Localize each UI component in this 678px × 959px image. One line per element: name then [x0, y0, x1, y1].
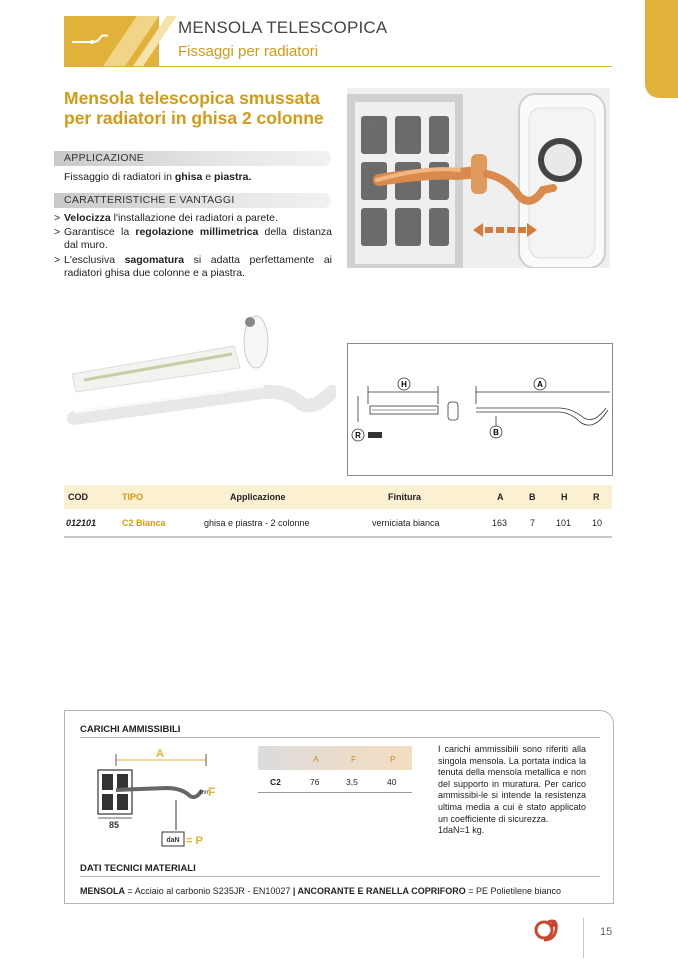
text-run: = Acciaio al carbonio S235JR - EN10027 [125, 886, 293, 896]
loads-cell-p: 40 [387, 777, 397, 787]
text-run: Garantisce la [64, 226, 136, 238]
loads-rule [80, 737, 600, 738]
bracket-icon [70, 30, 114, 50]
page-number: 15 [600, 926, 613, 938]
text-bold: ghisa [174, 171, 203, 183]
cell-a: 163 [492, 518, 508, 528]
footer-divider [583, 918, 584, 958]
loads-col-a: A [313, 754, 319, 764]
col-a: A [497, 492, 504, 502]
text-run: Fissaggio di radiatori in [64, 171, 175, 183]
cell-cod: 012101 [66, 518, 97, 528]
loads-note-unit: 1daN=1 kg. [438, 825, 485, 836]
diagram-label-mm: mm [200, 790, 210, 796]
text-run: = PE Polietilene bianco [465, 886, 562, 896]
dati-rule [80, 876, 600, 877]
loads-note-text: I carichi ammissibili sono riferiti alla singola mensola. La portata indica la tenuta della mensola metallica e non del supporto in muratura. Per carico ammissibi-le si intende la resistenza ultima media a cui è stato applicato un coefficiente di sicurezza. [438, 744, 586, 824]
feature-bullet [54, 212, 332, 225]
feature-bullet [54, 226, 332, 251]
bullet-marker: > [54, 212, 61, 224]
cell-finitura: verniciata bianca [372, 518, 440, 528]
header-title: MENSOLA TELESCOPICA [178, 18, 388, 37]
product-title-line: per radiatori in ghisa 2 colonne [64, 108, 324, 128]
loads-cell-model: C2 [270, 777, 281, 787]
product-photo [64, 306, 336, 464]
radiator-illustration [347, 88, 610, 268]
col-finitura: Finitura [388, 492, 421, 502]
col-b: B [529, 492, 536, 502]
bullet-marker: > [54, 254, 61, 266]
dati-tecnici-title: DATI TECNICI MATERIALI [80, 863, 196, 874]
loads-diagram [96, 746, 228, 854]
installation-photo [347, 88, 610, 268]
cell-tipo: C2 Bianca [122, 518, 166, 528]
separator: | [292, 886, 296, 896]
brand-logo-icon [532, 916, 562, 944]
text-bold: Velocizza [64, 212, 111, 224]
col-h: H [561, 492, 568, 502]
cell-r: 10 [592, 518, 603, 528]
loads-col-p: P [390, 754, 396, 764]
text-bold: regolazione millimetrica [135, 226, 259, 238]
dim-label-b: B [493, 428, 499, 437]
diagram-label-f: F [208, 785, 216, 799]
caratteristiche-label: CARATTERISTICHE E VANTAGGI [64, 194, 235, 206]
loads-title: CARICHI AMMISSIBILI [80, 724, 181, 735]
diagram-label-a: A [156, 748, 164, 760]
dim-label-r: R [355, 431, 361, 440]
cell-h: 101 [556, 518, 572, 528]
loads-col-f: F [351, 754, 357, 764]
col-applicazione: Applicazione [230, 492, 286, 502]
bullet-marker: > [54, 226, 61, 238]
loads-cell-f: 3,5 [346, 777, 358, 787]
product-title-line: Mensola telescopica smussata [64, 88, 320, 108]
col-cod: COD [68, 492, 88, 502]
product-title [64, 88, 354, 128]
section-tab [645, 0, 678, 98]
dim-label-h: H [401, 380, 407, 389]
text-run: L'esclusiva [64, 254, 125, 266]
dimension-drawing [348, 344, 612, 475]
dim-label-a: A [537, 380, 543, 389]
header-rule [64, 66, 612, 67]
feature-bullet [54, 254, 332, 279]
text-run: si adatta perfettamente ai radiatori ghisa due colonne e a piastra. [64, 254, 333, 279]
col-tipo: TIPO [122, 492, 144, 502]
header-subtitle: Fissaggi per radiatori [178, 43, 319, 60]
loads-table-header [258, 746, 412, 770]
applicazione-text [64, 171, 251, 184]
diagram-label-p: = P [186, 835, 203, 847]
text-run: l'installazione dei radiatori a parete. [110, 212, 278, 224]
diagram-label-85: 85 [108, 820, 120, 830]
cell-applicazione: ghisa e piastra - 2 colonne [204, 518, 310, 528]
text-bold: ANCORANTE E RANELLA COPRIFORO [295, 886, 466, 896]
table-rule [64, 536, 612, 538]
applicazione-label: APPLICAZIONE [64, 152, 145, 164]
text-run: e [202, 171, 215, 183]
text-bold: MENSOLA [80, 886, 125, 896]
text-bold: piastra. [214, 171, 252, 183]
col-r: R [593, 492, 600, 502]
technical-drawing [347, 343, 613, 476]
loads-cell-a: 76 [310, 777, 320, 787]
text-run: della distanza dal muro. [64, 226, 333, 251]
diagram-label-dan: daN [166, 837, 180, 844]
loads-note [438, 744, 586, 837]
cell-b: 7 [530, 518, 536, 528]
text-bold: sagomatura [124, 254, 185, 266]
dati-tecnici-text [80, 886, 561, 896]
